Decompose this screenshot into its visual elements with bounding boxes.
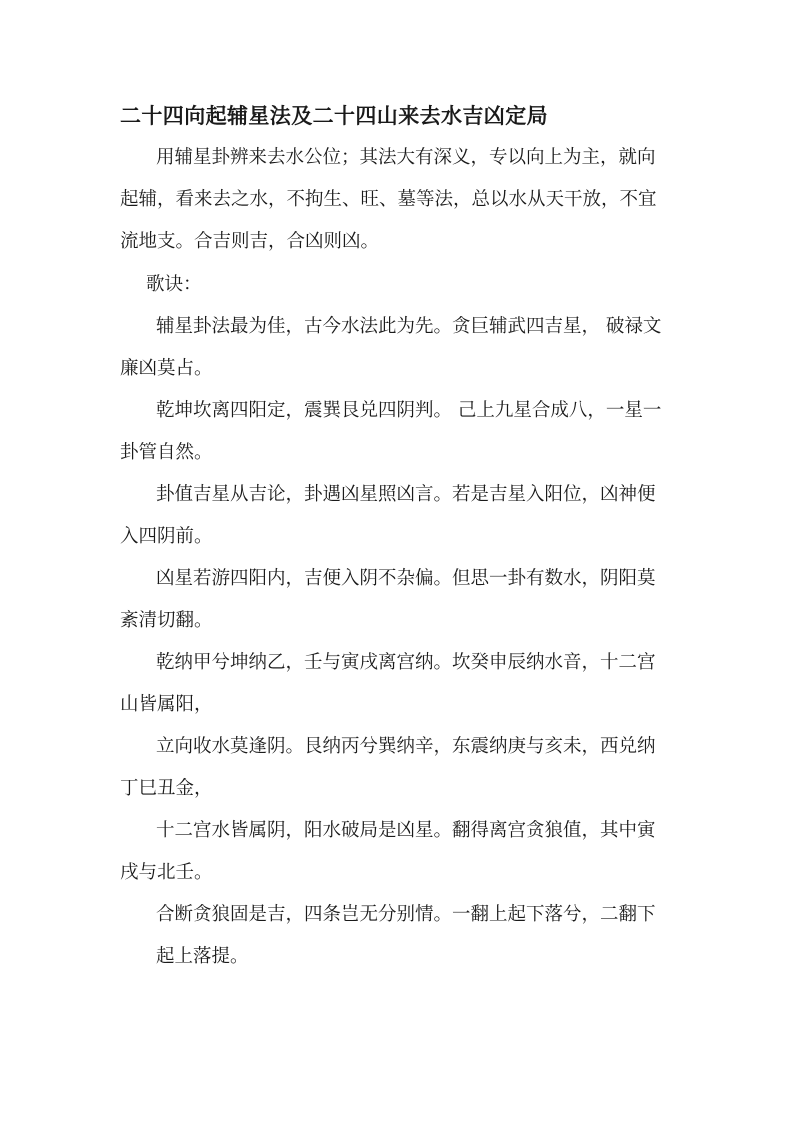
verse-paragraph [120, 894, 678, 978]
intro-line-2: 起辅，看来去之水，不拘生、旺、墓等法，总以水从天干放，不宜 [120, 189, 657, 210]
verse-line-cont: 戌与北壬。 [120, 862, 213, 883]
verse-line-cont: 起上落提。 [156, 946, 249, 967]
intro-line-1: 用辅星卦辨来去水公位；其法大有深义，专以向上为主，就向 [156, 147, 656, 168]
verse-paragraph [120, 306, 678, 390]
verse-paragraph [120, 474, 678, 558]
intro-paragraph [120, 137, 678, 263]
verse-paragraph [120, 810, 678, 894]
intro-line-3: 流地支。合吉则吉，合凶则凶。 [120, 231, 380, 252]
verse-line-cont: 山皆属阳， [120, 694, 213, 715]
verse-line-cont: 廉凶莫占。 [120, 358, 213, 379]
verse-paragraph [120, 558, 678, 642]
verse-line-cont: 入四阴前。 [120, 526, 213, 547]
verse-line-cont: 丁巳丑金， [120, 778, 213, 799]
gejue-label: 歌诀： [146, 274, 202, 295]
gejue-label-paragraph [120, 264, 678, 306]
document-title: 二十四向起辅星法及二十四山来去水吉凶定局 [120, 103, 548, 128]
verse-line: 合断贪狼固是吉，四条岂无分别情。一翻上起下落兮，二翻下 [156, 904, 656, 925]
verse-line-cont: 紊清切翻。 [120, 610, 213, 631]
verse-line: 辅星卦法最为佳，古今水法此为先。贪巨辅武四吉星， 破禄文 [156, 316, 662, 337]
verse-paragraph [120, 390, 678, 474]
verse-paragraph [120, 726, 678, 810]
verse-paragraph [120, 642, 678, 726]
verse-line: 乾坤坎离四阳定，震巽艮兑四阴判。 己上九星合成八，一星一 [156, 400, 662, 421]
verse-line-cont: 卦管自然。 [120, 442, 213, 463]
verse-line: 乾纳甲兮坤纳乙，壬与寅戌离宫纳。坎癸申辰纳水音，十二宫 [156, 652, 656, 673]
verse-line: 立向收水莫逢阴。艮纳丙兮巽纳辛，东震纳庚与亥未，西兑纳 [156, 736, 656, 757]
verse-line: 卦值吉星从吉论，卦遇凶星照凶言。若是吉星入阳位，凶神便 [156, 484, 656, 505]
verse-line: 十二宫水皆属阴，阳水破局是凶星。翻得离宫贪狼值，其中寅 [156, 820, 656, 841]
verse-line: 凶星若游四阳内，吉便入阴不杂偏。但思一卦有数水，阴阳莫 [156, 568, 656, 589]
